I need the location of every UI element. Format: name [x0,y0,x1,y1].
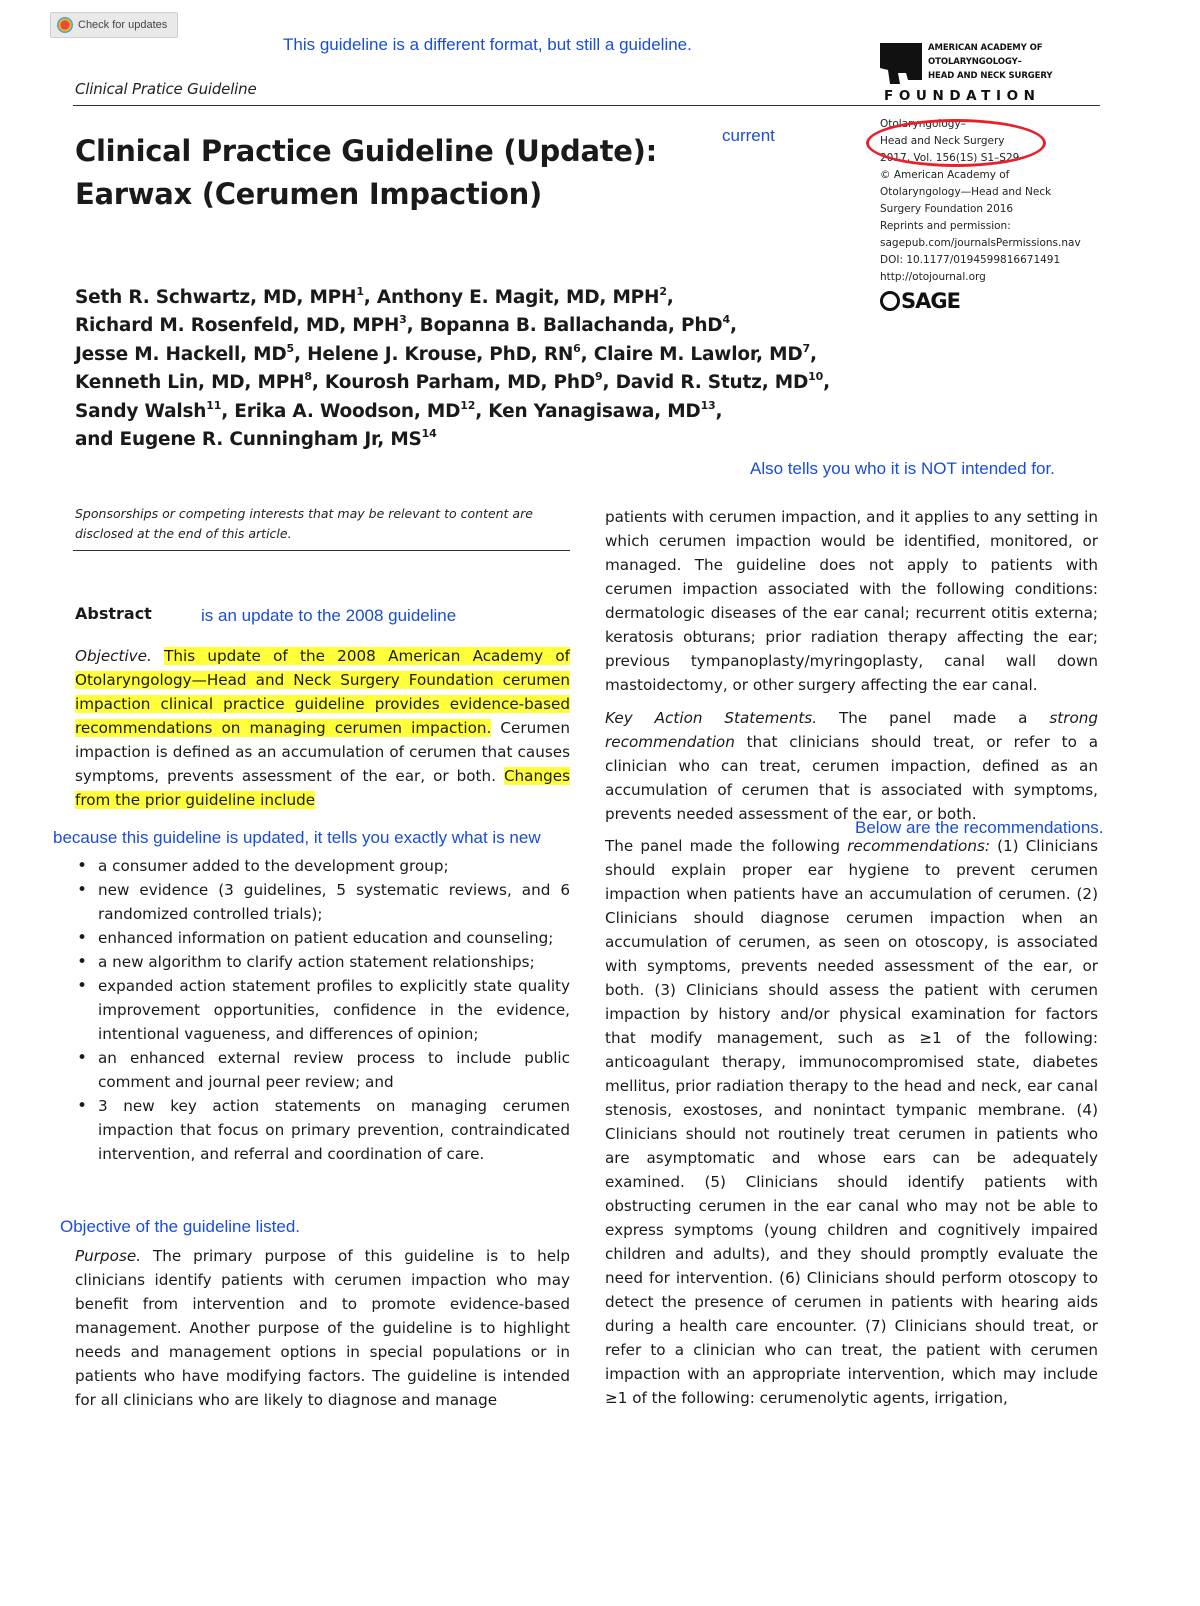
kas-text: that clinicians should treat, or refer to a clinician who can treat, cerumen impaction, defined as an accumulation of cerumen that is associated with symptoms, prevents needed assessment of the ear, or both. [605,733,1099,823]
purpose-text: The primary purpose of this guideline is to help clinicians identify patients with cerumen impaction who may benefit from intervention and to promote evidence-based management. Another purpose of the guideline is to highlight needs and management options in special populations or in patients who have modifying factors. The guideline is intended for all clinicians who are likely to diagnose and manage [75,1247,570,1409]
author-name: Kourosh Parham, MD, PhD [324,372,596,394]
author-affiliation: 12 [460,398,476,412]
author-affiliation: 7 [802,341,810,355]
logo-line: OTOLARYNGOLOGY– [928,57,1022,67]
author-name: and Eugene R. Cunningham Jr, MS [75,429,422,451]
meta-reprints: Reprints and permission: [880,220,1011,232]
annotation-current: current [722,126,775,145]
changes-list [75,854,570,1166]
author-affiliation: 2 [659,285,667,298]
meta-doi[interactable]: DOI: 10.1177/0194599816671491 [880,254,1061,266]
author-name: Kenneth Lin, MD, MPH [75,372,305,394]
annotation-red-circle [866,119,1046,167]
logo-line: HEAD AND NECK SURGERY [928,71,1053,81]
page-title [75,130,735,216]
author-affiliation: 4 [722,313,730,327]
objective-highlight: This update of the 2008 American Academy of Otolaryngology—Head and Neck Surgery Foundation cerumen impaction clinical practice guideline provides evidence-based recommendations on managing cerumen impaction. [75,647,571,737]
annotation-objective-listed: Objective of the guideline listed. [60,1217,301,1236]
author-name: Jesse M. Hackell, MD [75,343,287,365]
kas-label: Key Action Statements. [605,709,818,727]
author-list: Seth R. Schwartz, MD, MPH$^1$, Anthony E. Magit, MD, MPH$^2$, Richard M. Rosenfeld, MD, MPH$^3$, Bopanna B. Ballachanda, PhD$^4$, Jesse M. Hackell, $MD^5$, Helene J. Krouse, PhD, $RN^6$, Claire M. Lawlor, $MD^7$, Kenneth Lin, MD, MPH$^8$, Kourosh Parham, MD, PhD$^9$, David R. Stutz, MD$^{10}$, Sandy Walsh$^{11}$, Erika A. Woodson, MD$^{12}$, Ken Yanagisawa, MD$^{13}$, and Eugene R. Cunningham Jr, MS$^{14}$ [75,285,830,451]
author-affiliation: 3 [399,313,407,327]
header-divider [73,105,1100,106]
sponsorship-divider [73,550,570,551]
abstract-heading: Abstract [75,604,152,623]
annotation-below-recs: Below are the recommendations. [855,818,1104,837]
right-column-scope [605,505,1098,697]
meta-copyright: Surgery Foundation 2016 [880,203,1014,215]
author-name: Claire M. Lawlor, MD [593,343,803,365]
annotation-because-updated: because this guideline is updated, it tells you exactly what is new [53,828,541,847]
list-item: • new evidence (3 guidelines, 5 systematic reviews, and 6 randomized controlled trials); [75,878,570,926]
author-name: Ken Yanagisawa, MD [488,400,701,422]
changes-highlight: Changes from the prior guideline include [75,767,571,809]
author-name: Sandy Walsh [75,400,207,422]
logo-foundation: FOUNDATION [884,88,1041,104]
meta-journal: Otolaryngology– [880,118,966,130]
author-affiliation: 8 [304,370,312,384]
objective-text: Cerumen impaction is defined as an accumulation of cerumen that causes symptoms, prevents assessment of the ear, or both. [75,719,571,785]
author-affiliation: 5 [286,341,294,355]
meta-permissions-link[interactable]: sagepub.com/journalsPermissions.nav [880,237,1081,249]
title-line: Earwax (Cerumen Impaction) [75,177,542,211]
list-item: • enhanced information on patient education and counseling; [75,926,570,950]
meta-copyright: © American Academy of [880,169,1010,181]
purpose-label: Purpose. [75,1247,142,1265]
author-name: Richard M. Rosenfeld, MD, MPH [75,315,400,337]
annotation-update-2008: is an update to the 2008 guideline [201,606,457,625]
crossmark-icon [57,17,73,33]
logo-text [928,41,1052,83]
author-name: Anthony E. Magit, MD, MPH [376,287,660,308]
author-affiliation: 6 [573,341,581,355]
key-action-statements: Key Action Statements. The panel made a strong recommendation that clinicians should treat, or refer to a clinician who can treat, cerumen impaction, defined as an accumulation of cerumen that is associated with symptoms, prevents needed assessment of the ear, or both. [605,709,1099,823]
author-affiliation: 13 [700,398,716,412]
author-affiliation: 11 [206,398,222,412]
objective-label: Objective. [75,647,152,665]
kas-strong: strong recommendation [605,709,1099,751]
meta-volume: 2017, Vol. 156(1S) S1–S29 [880,152,1020,164]
list-item: • 3 new key action statements on managing cerumen impaction that focus on primary prevention, contraindicated intervention, and referral and coordination of care. [75,1094,570,1166]
author-affiliation: 14 [421,427,437,441]
sponsorship-note: Sponsorships or competing interests that may be relevant to content are disclosed at the end of this article. [75,506,533,541]
check-for-updates-button[interactable] [50,12,178,38]
meta-journal: Head and Neck Surgery [880,135,1005,147]
check-for-updates-label: Check for updates [78,19,168,31]
author-name: Bopanna B. Ballachanda, PhD [419,315,723,337]
recs-text: (1) Clinicians should explain proper ear hygiene to prevent cerumen impaction when patients have an accumulation of cerumen. (2) Clinicians should diagnose cerumen impaction when an accumulation of cerumen, as seen on otoscopy, is associated with symptoms, prevents needed assessment of the ear, or both. (3) Clinicians should assess the patient with cerumen impaction by history and/or physical examination for factors that modify management, such as ≥1 of the following: anticoagulant therapy, immunocompromised state, diabetes mellitus, prior radiation therapy to the head and neck, ear canal stenosis, exostoses, and nonintact tympanic membrane. (4) Clinicians should not routinely treat cerumen in patients who are asymptomatic and whose ears can be adequately examined. (5) Clinicians should identify patients with obstructing cerumen in the ear canal who may not be able to express symptoms (young children and cognitively impaired children and adults), and they should promptly evaluate the need for intervention. (6) Clinicians should perform otoscopy to detect the presence of cerumen in patients with hearing aids during a health care encounter. (7) Clinicians should treat, or refer to a clinician who can treat, the patient with cerumen impaction with an appropriate intervention, which may include ≥1 of the following: cerumenolytic agents, irrigation, [605,837,1099,1407]
meta-journal-link[interactable]: http://otojournal.org [880,271,986,283]
annotation-different-format: This guideline is a different format, but still a guideline. [283,35,692,54]
author-affiliation: 10 [808,370,824,384]
list-item: • a new algorithm to clarify action statement relationships; [75,950,570,974]
author-name: Erika A. Woodson, MD [234,400,461,422]
abstract-purpose [75,1244,570,1412]
sage-logo-text: SAGE [901,289,960,313]
annotation-also-tells: Also tells you who it is NOT intended for. [750,459,1055,478]
running-title: Clinical Pratice Guideline [75,80,257,98]
recs-label: recommendations: [847,837,990,855]
abstract-objective [75,644,570,812]
author-name: Seth R. Schwartz, MD, MPH [75,287,357,308]
meta-copyright: Otolaryngology—Head and Neck [880,186,1052,198]
author-name: David R. Stutz, MD [615,372,809,394]
logo-line: AMERICAN ACADEMY OF [928,43,1043,53]
author-affiliation: 9 [595,370,603,384]
recommendations: The panel made the following recommendations: (1) Clinicians should explain proper ear hygiene to prevent cerumen impaction when patients have an accumulation of cerumen. (2) Clinicians should diagnose cerumen impaction when an accumulation of cerumen, as seen on otoscopy, is associated with symptoms, prevents needed assessment of the ear, or both. (3) Clinicians should assess the patient with cerumen impaction by history and/or physical examination for factors that modify management, such as ≥1 of the following: anticoagulant therapy, immunocompromised state, diabetes mellitus, prior radiation therapy to the head and neck, ear canal stenosis, exostoses, and nonintact tympanic membrane. (4) Clinicians should not routinely treat cerumen in patients who are asymptomatic and whose ears can be adequately examined. (5) Clinicians should identify patients with obstructing cerumen in the ear canal who may not be able to express symptoms (young children and cognitively impaired children and adults), and they should promptly evaluate the need for intervention. (6) Clinicians should perform otoscopy to detect the presence of cerumen in patients with hearing aids during a health care encounter. (7) Clinicians should treat, or refer to a clinician who can treat, the patient with cerumen impaction with an appropriate intervention, which may include ≥1 of the following: cerumenolytic agents, irrigation, [605,837,1099,1407]
list-item: • a consumer added to the development group; [75,854,570,878]
author-name: Helene J. Krouse, PhD, RN [307,343,574,365]
title-line: Clinical Practice Guideline (Update): [75,134,657,168]
list-item: • an enhanced external review process to include public comment and journal peer review; and [75,1046,570,1094]
scope-paragraph: patients with cerumen impaction, and it applies to any setting in which cerumen impaction would be identified, monitored, or managed. The guideline does not apply to patients with cerumen impaction associated with the following conditions: dermatologic diseases of the ear canal; recurrent otitis externa; keratosis obturans; prior radiation therapy affecting the ear; previous tympanoplasty/myringoplasty, canal wall down mastoidectomy, or other surgery affecting the ear canal. [605,508,1098,694]
aao-logo-icon [878,40,924,86]
list-item: • expanded action statement profiles to explicitly state quality improvement opportunities, confidence in the evidence, intentional vagueness, and differences of opinion; [75,974,570,1046]
author-affiliation: 1 [356,285,364,298]
